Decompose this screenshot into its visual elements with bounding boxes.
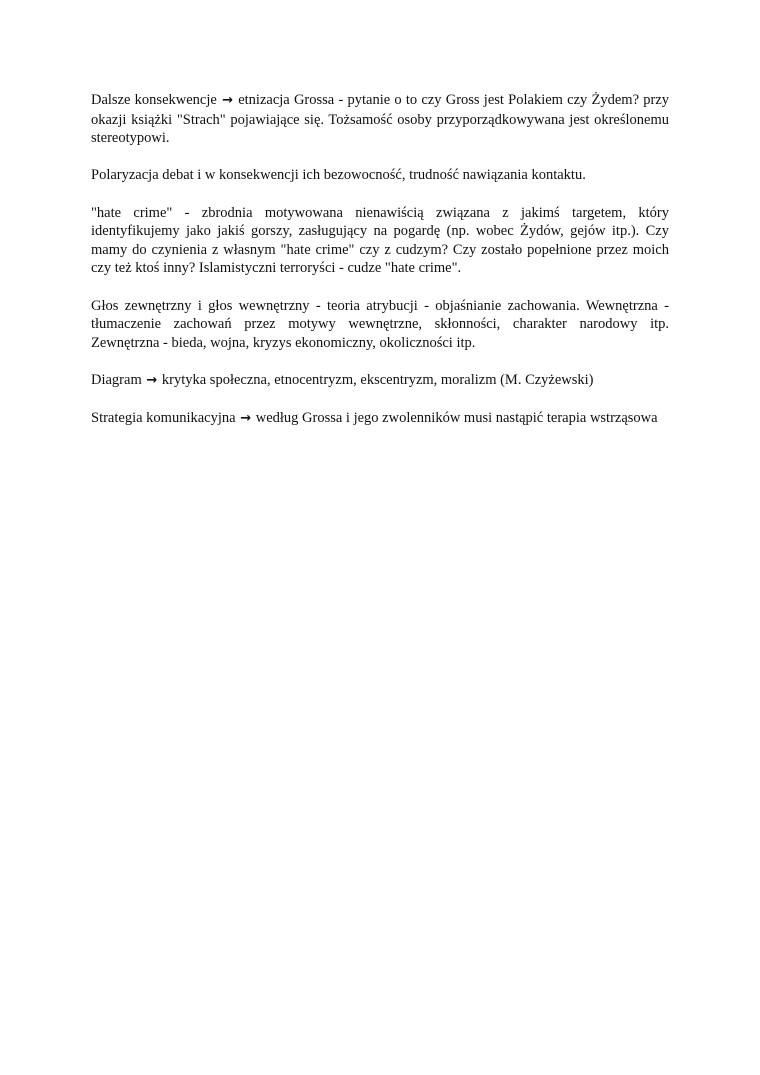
- paragraph-hate-crime: [91, 204, 669, 278]
- paragraph-text: Polaryzacja debat i w konsekwencji ich bezowocność, trudność nawiązania kontaktu.: [91, 167, 586, 184]
- paragraph-lead: Dalsze konsekwencje: [91, 92, 217, 108]
- right-arrow-icon: →: [222, 93, 233, 108]
- paragraph-polarization: [91, 166, 669, 185]
- paragraph-ethnicization: [91, 91, 669, 148]
- paragraph-attribution: [91, 297, 669, 353]
- paragraph-text: według Grossa i jego zwolenników musi nastąpić terapia wstrząsowa: [255, 410, 658, 427]
- paragraph-text: Głos zewnętrzny i głos wewnętrzny - teoria atrybucji - objaśnianie zachowania. Wewnętrzna - tłumaczenie zachowań przez motywy wewnętrzne, skłonności, charakter narodowy itp. Zewnętrzna - bieda, wojna, kryzys ekonomiczny, okoliczności itp.: [91, 297, 669, 351]
- paragraph-lead: Strategia komunikacyjna: [91, 410, 236, 427]
- paragraph-strategy: [91, 409, 669, 429]
- right-arrow-icon: →: [240, 411, 252, 427]
- paragraph-text: krytyka społeczna, etnocentryzm, ekscentryzm, moralizm (M. Czyżewski): [161, 371, 594, 388]
- document-body: [91, 91, 669, 447]
- paragraph-text: etnizacja Grossa - pytanie o to czy Gross jest Polakiem czy Żydem? przy okazji książki "Strach" pojawiające się. Tożsamość osoby przyporządkowywana jest określonemu stereotypowi.: [91, 92, 670, 147]
- right-arrow-icon: →: [146, 372, 158, 388]
- paragraph-text: "hate crime" - zbrodnia motywowana nienawiścią związana z jakimś targetem, który identyfikujemy jako jakiś gorszy, zasługujący na pogardę (np. wobec Żydów, gejów itp.). Czy mamy do czynienia z własnym "hate crime" czy z cudzym? Czy zostało popełnione przez moich czy też ktoś inny? Islamistyczni terroryści - cudze "hate crime".: [91, 204, 669, 277]
- paragraph-lead: Diagram: [91, 371, 142, 388]
- paragraph-diagram: [91, 371, 669, 391]
